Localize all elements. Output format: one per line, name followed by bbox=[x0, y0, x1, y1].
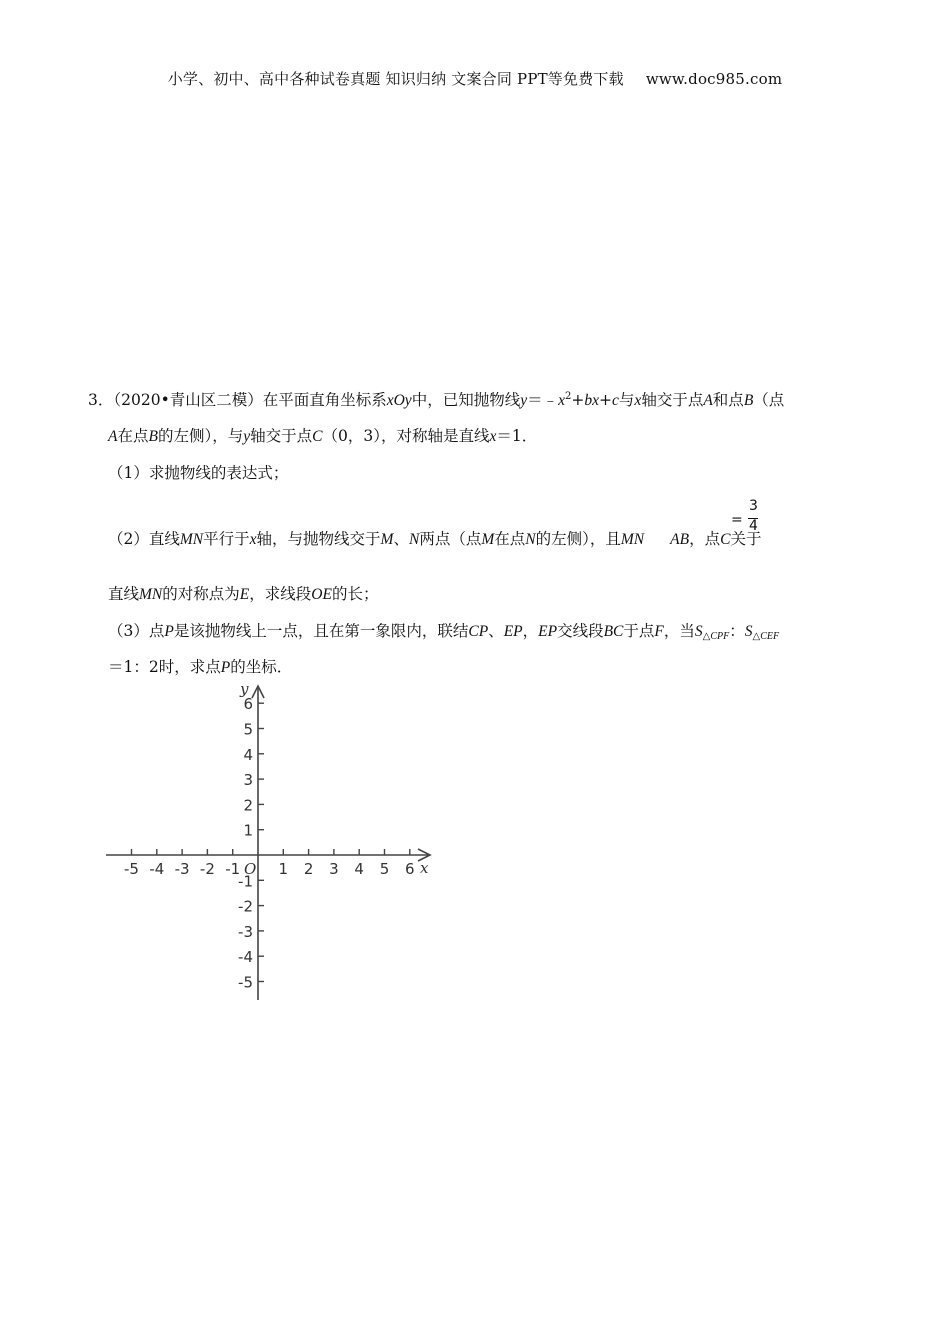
y-tick-label: -1 bbox=[238, 872, 253, 891]
y-tick-label: 3 bbox=[243, 771, 253, 790]
question-1: （1）求抛物线的表达式； bbox=[108, 464, 289, 482]
y-tick-label: -2 bbox=[238, 897, 253, 916]
y-tick-label: 2 bbox=[243, 796, 253, 815]
y-tick-label: -4 bbox=[238, 948, 253, 967]
y-tick-label: 5 bbox=[243, 720, 253, 739]
question-2-line-1: （2）直线MN平行于x轴，与抛物线交于M、N两点（点M在点N的左侧），且MN AB，点C关于 bbox=[108, 530, 762, 548]
x-tick-label: -5 bbox=[124, 860, 139, 878]
question-3-line-2: ＝1：2时，求点P的坐标． bbox=[108, 658, 293, 676]
x-tick-label: 2 bbox=[303, 860, 314, 878]
x-tick-label: -2 bbox=[199, 860, 215, 878]
coordinate-axes bbox=[100, 680, 440, 1005]
page-header bbox=[0, 68, 950, 89]
header-url: www.doc985.com bbox=[645, 70, 783, 88]
x-tick-label: 3 bbox=[329, 860, 339, 878]
y-tick-label: -3 bbox=[238, 922, 253, 941]
x-tick-label: -4 bbox=[149, 860, 165, 878]
question-2-line-2: 直线MN的对称点为E，求线段OE的长； bbox=[108, 585, 379, 603]
x-tick-label: 6 bbox=[405, 860, 415, 878]
question-3-line-1: （3）点P是该抛物线上一点，且在第一象限内，联结CP、EP，EP交线段BC于点F，当$S_{\triangle CPF}$：$S_{\triangle CEF}$ bbox=[108, 622, 780, 642]
problem-line-1: 3．（2020•青山区二模）在平面直角坐标系xOy中，已知抛物线$y=﹣x^2+bx+c$与x轴交于点A和点B（点 bbox=[88, 391, 785, 409]
x-tick-label: -3 bbox=[174, 860, 190, 878]
y-tick-label: 6 bbox=[243, 695, 253, 714]
y-tick-label: 4 bbox=[243, 745, 253, 764]
x-tick-label: 4 bbox=[354, 860, 364, 878]
x-tick-label: -1 bbox=[225, 860, 241, 878]
x-tick-label: 1 bbox=[278, 860, 289, 878]
y-tick-label: 1 bbox=[243, 821, 253, 840]
origin-label: O bbox=[244, 860, 257, 878]
x-axis-label: x bbox=[420, 859, 429, 877]
y-axis-label: y bbox=[240, 680, 249, 698]
x-tick-label: 5 bbox=[379, 860, 390, 878]
problem-line-2: A在点B的左侧），与y轴交于点C（0，3），对称轴是直线x＝1． bbox=[108, 427, 538, 445]
header-text: 小学、初中、高中各种试卷真题 知识归纳 文案合同 PPT等免费下载 bbox=[167, 70, 624, 88]
y-tick-label: -5 bbox=[238, 973, 253, 992]
